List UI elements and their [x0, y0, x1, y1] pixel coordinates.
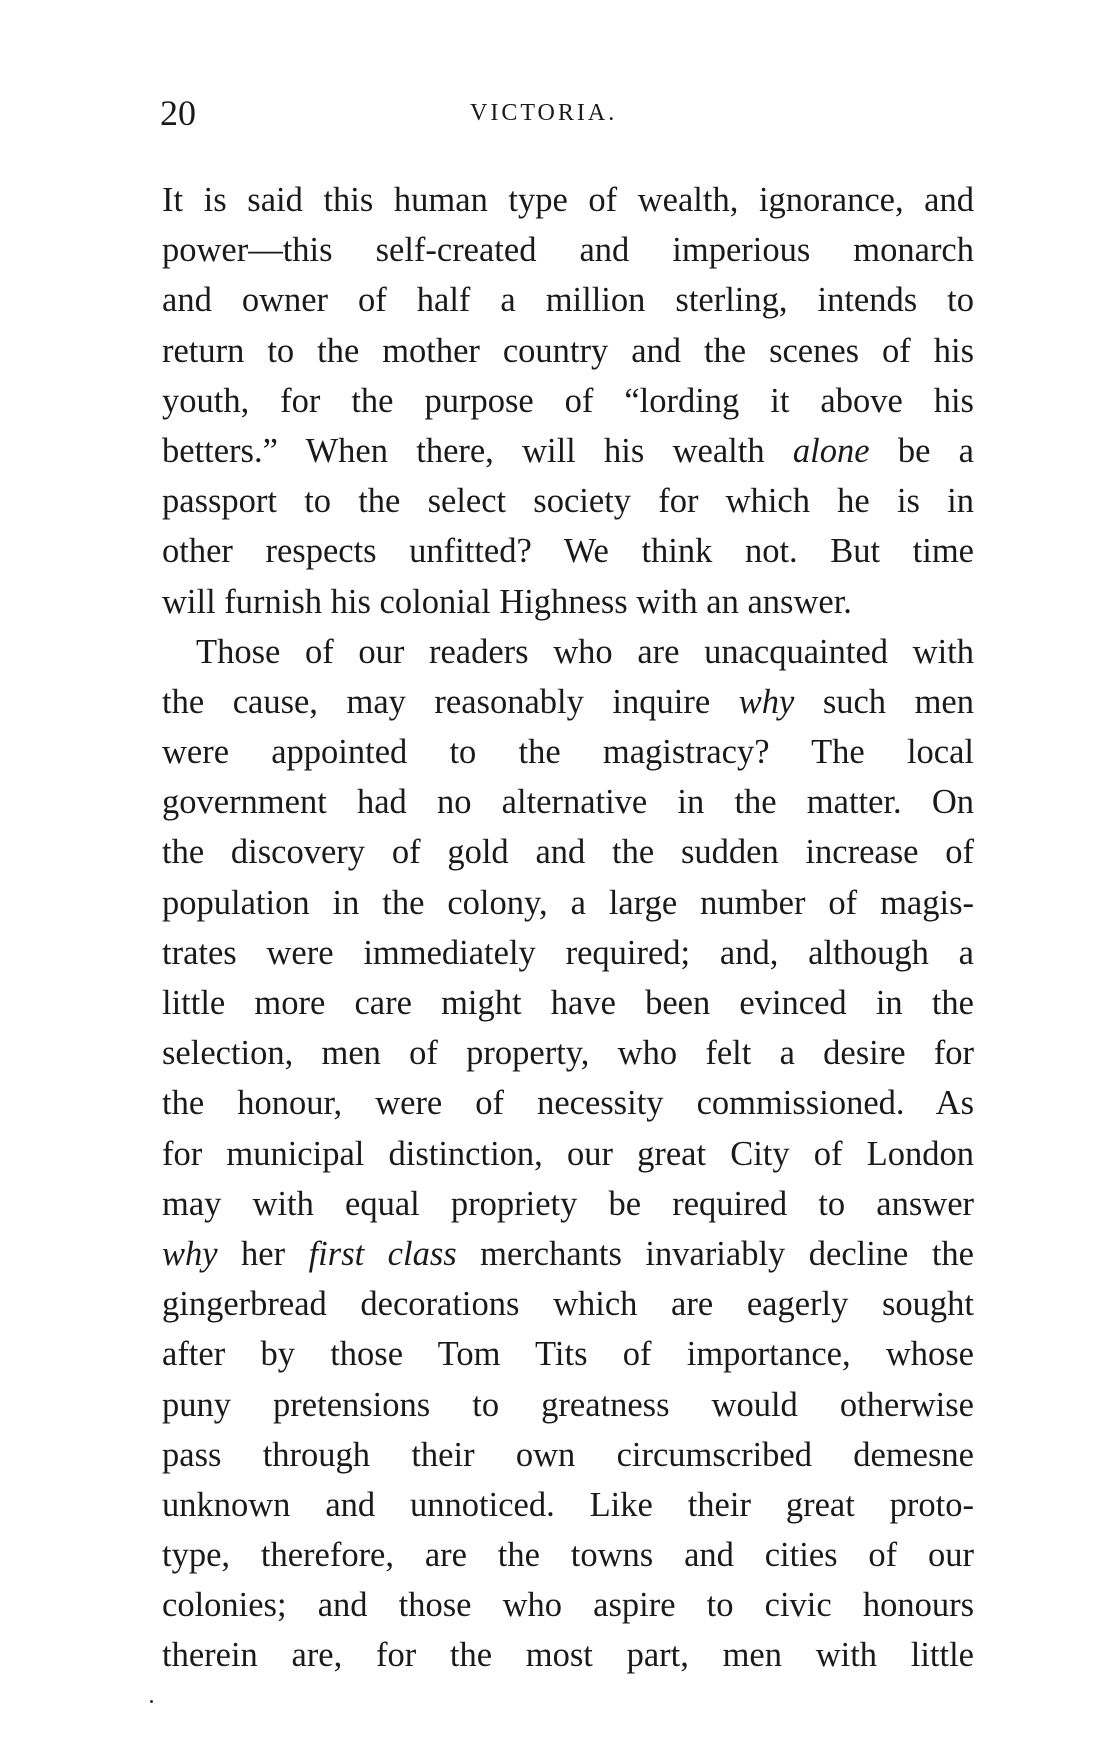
text-line: gingerbread decorations which are eagerly sought [162, 1285, 974, 1324]
text-line: trates were immediately required; and, although a [162, 933, 974, 972]
body-text [162, 175, 974, 1681]
text-line: Those of our readers who are unacquainted with [196, 632, 974, 671]
text-line: and owner of half a million sterling, intends to [162, 281, 974, 320]
text-line [162, 677, 974, 727]
text-line: type, therefore, are the towns and cities of our [162, 1536, 974, 1575]
running-head: VICTORIA. [470, 100, 618, 126]
text-line: youth, for the purpose of “lording it above his [162, 381, 974, 420]
text-line: return to the mother country and the scenes of his [162, 331, 974, 370]
text-line: unknown and unnoticed. Like their great proto- [162, 1485, 974, 1524]
text-line: for municipal distinction, our great City of London [162, 1134, 974, 1173]
text-line: may with equal propriety be required to answer [162, 1184, 974, 1223]
text-line [162, 426, 974, 476]
italic-text: why [162, 1234, 218, 1273]
text-line: It is said this human type of wealth, ignorance, and [162, 181, 974, 219]
text-line: other respects unfitted? We think not. But time [162, 532, 974, 571]
text-line: little more care might have been evinced in the [162, 984, 974, 1022]
text-line: power—this self-created and imperious monarch [162, 231, 974, 270]
text-line: colonies; and those who aspire to civic honours [162, 1586, 974, 1625]
text-line: selection, men of property, who felt a desire for [162, 1034, 974, 1073]
text-segment: betters.” When there, will his wealth [162, 431, 793, 470]
text-segment: her [217, 1234, 309, 1273]
text-line: government had no alternative in the matter. On [162, 783, 974, 822]
text-segment: merchants invariably decline the [456, 1234, 974, 1273]
text-segment: be a [869, 431, 974, 470]
text-line [162, 1229, 974, 1279]
text-line: were appointed to the magistracy? The local [162, 733, 974, 772]
text-line: will furnish his colonial Highness with an answer. [162, 582, 852, 621]
text-segment: the cause, may reasonably inquire [162, 682, 739, 721]
text-line: passport to the select society for which he is in [162, 482, 974, 521]
ink-speck [150, 1700, 153, 1703]
text-segment: such men [794, 682, 974, 721]
page-number: 20 [160, 93, 196, 133]
text-line: the discovery of gold and the sudden increase of [162, 833, 974, 872]
text-line: pass through their own circumscribed demesne [162, 1435, 974, 1474]
text-line: puny pretensions to greatness would otherwise [162, 1385, 974, 1424]
text-line: population in the colony, a large number of magis- [162, 883, 974, 922]
text-line: therein are, for the most part, men with little [162, 1636, 974, 1675]
text-line: the honour, were of necessity commissioned. As [162, 1084, 974, 1123]
text-line: after by those Tom Tits of importance, whose [162, 1335, 974, 1374]
italic-text: why [738, 682, 795, 721]
italic-text: alone [792, 431, 870, 470]
italic-text: first class [308, 1234, 457, 1273]
